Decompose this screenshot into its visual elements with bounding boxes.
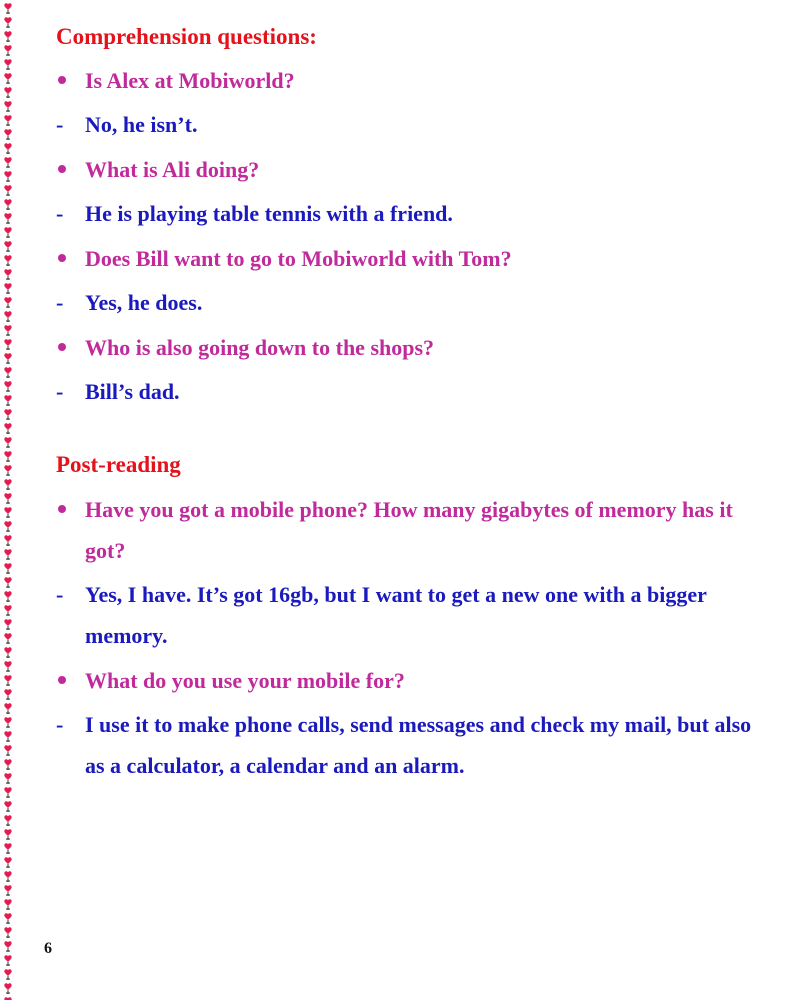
answer-item: [56, 371, 756, 412]
answer-text: Yes, I have. It’s got 16gb, but I want to get a new one with a bigger memory.: [85, 582, 707, 648]
question-text: Is Alex at Mobiworld?: [85, 68, 295, 93]
bullet-icon: [56, 238, 76, 262]
question-item: [56, 60, 756, 101]
question-text: What do you use your mobile for?: [85, 668, 405, 693]
question-text: Have you got a mobile phone? How many gigabytes of memory has it got?: [85, 497, 733, 563]
page-number: 6: [44, 940, 52, 957]
question-item: [56, 149, 756, 190]
answer-text: Bill’s dad.: [85, 379, 180, 404]
answer-text: I use it to make phone calls, send messages and check my mail, but also as a calculator, a calendar and an alarm.: [85, 712, 752, 778]
answer-item: [56, 704, 756, 786]
bullet-icon: [56, 660, 76, 684]
dash-icon: -: [56, 712, 64, 737]
comprehension-heading: Comprehension questions:: [56, 24, 317, 49]
bullet-icon: [56, 60, 76, 84]
dash-icon: -: [56, 582, 64, 607]
question-item: [56, 238, 756, 279]
answer-text: He is playing table tennis with a friend.: [85, 201, 453, 226]
question-item: [56, 660, 756, 701]
question-text: What is Ali doing?: [85, 157, 260, 182]
dash-icon: -: [56, 379, 64, 404]
bullet-icon: [56, 149, 76, 173]
post-reading-heading: Post-reading: [56, 452, 181, 477]
question-item: [56, 327, 756, 368]
answer-item: [56, 282, 756, 323]
question-text: Who is also going down to the shops?: [85, 335, 435, 360]
answer-item: [56, 193, 756, 234]
dash-icon: -: [56, 290, 64, 315]
answer-item: [56, 104, 756, 145]
answer-text: Yes, he does.: [85, 290, 203, 315]
answer-text: No, he isn’t.: [85, 112, 198, 137]
dash-icon: -: [56, 112, 64, 137]
question-item: [56, 489, 756, 571]
dash-icon: -: [56, 201, 64, 226]
answer-item: [56, 574, 756, 656]
bullet-icon: [56, 489, 76, 513]
bullet-icon: [56, 327, 76, 351]
question-text: Does Bill want to go to Mobiworld with Tom?: [85, 246, 512, 271]
